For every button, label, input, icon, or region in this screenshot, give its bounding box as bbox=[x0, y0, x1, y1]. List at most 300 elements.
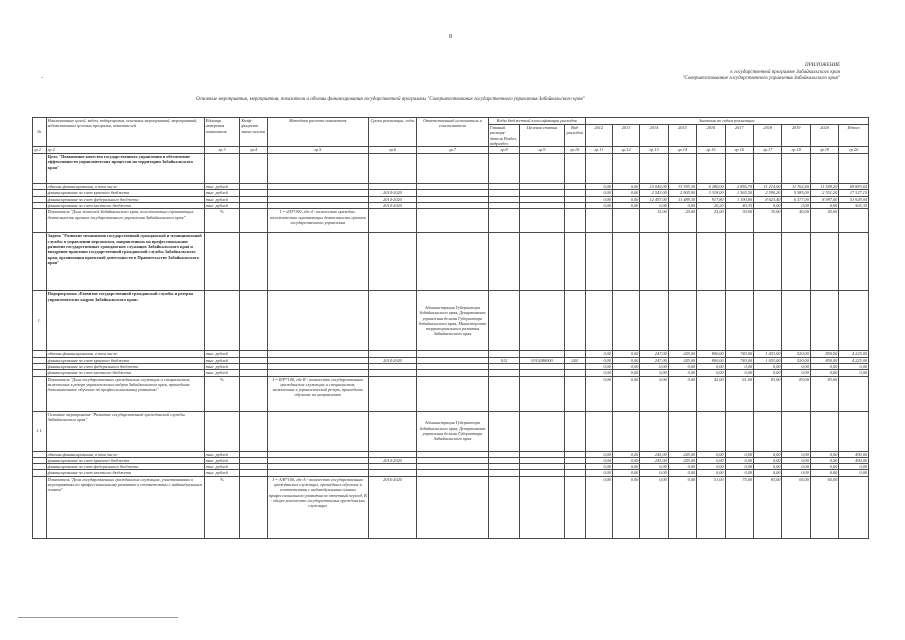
empty-cell bbox=[564, 376, 585, 411]
header-period: Сроки реализации, годы bbox=[368, 118, 416, 147]
value-cell: 15,00 bbox=[640, 209, 668, 233]
value-cell: 0,00 bbox=[697, 470, 725, 476]
empty-cell bbox=[782, 411, 810, 451]
empty-cell bbox=[564, 154, 585, 184]
value-cell: 35,00 bbox=[754, 209, 782, 233]
value-cell: 83,00 bbox=[782, 376, 810, 411]
empty-cell bbox=[754, 154, 782, 184]
empty-cell bbox=[204, 154, 240, 184]
period-cell: 2014-2020 bbox=[368, 203, 416, 209]
empty-cell bbox=[839, 209, 869, 233]
value-cell: 51 929,04 bbox=[839, 196, 869, 202]
bullet-mark: · bbox=[41, 74, 44, 82]
footer-rule bbox=[18, 617, 178, 618]
colnum-cell: гр.10 bbox=[564, 147, 585, 154]
header-target: Целевая статья bbox=[520, 125, 564, 147]
value-cell: 0,00 bbox=[782, 363, 810, 369]
indicator-method: I = A/B*100, где A - количество государственных гражданских служащих, прошедших обучение в соответствии с индивидуальным планом профессионального развития за отчетный период, B - общее количество государственных гражданских служащих bbox=[267, 476, 368, 538]
value-cell: 0,00 bbox=[754, 363, 782, 369]
empty-cell bbox=[640, 154, 668, 184]
row-label: финансирование за счет краевого бюджета bbox=[46, 357, 204, 363]
empty-cell bbox=[488, 291, 520, 351]
empty-cell bbox=[520, 476, 564, 538]
header-row-1 bbox=[33, 118, 869, 125]
empty-cell bbox=[697, 411, 725, 451]
header-num: № bbox=[33, 118, 47, 147]
row-unit: тыс. рублей bbox=[204, 351, 240, 357]
empty-cell bbox=[488, 154, 520, 184]
value-cell: 4 225,00 bbox=[839, 357, 869, 363]
value-cell: 0,00 bbox=[612, 363, 639, 369]
value-cell: 0,00 bbox=[585, 196, 612, 202]
document-title: Основные мероприятия, мероприятия, показатели и объемы финансирования государственной программы "Совершенствование государственного управления Забайкальского края" bbox=[196, 97, 585, 102]
header-unit: Единица измерения показателя bbox=[204, 118, 240, 147]
empty-cell bbox=[520, 154, 564, 184]
row-label: финансирование за счет федерального бюджета bbox=[46, 464, 204, 470]
colnum-cell: гр.15 bbox=[697, 147, 725, 154]
empty-cell bbox=[668, 411, 696, 451]
value-cell: 65,00 bbox=[810, 476, 838, 538]
value-cell: 2 543,00 bbox=[640, 190, 668, 196]
empty-cell bbox=[488, 233, 520, 291]
value-cell: 0,00 bbox=[810, 457, 838, 463]
glava-cell: 012 bbox=[488, 357, 520, 363]
value-cell: 0,00 bbox=[668, 470, 696, 476]
colnum-cell: гр.5 bbox=[267, 147, 368, 154]
indicator-method: I = d/D*100, где d - количество граждан, положительно оценивающих деятельность органов государственного управления bbox=[267, 209, 368, 233]
row-number: 1.1. bbox=[33, 411, 47, 451]
value-cell: 0,00 bbox=[612, 376, 639, 411]
row-unit: % bbox=[204, 376, 240, 411]
value-cell: 245,00 bbox=[668, 357, 696, 363]
empty-cell bbox=[240, 476, 267, 538]
colnum-cell: гр.3 bbox=[204, 147, 240, 154]
header-year: 2019 bbox=[782, 125, 810, 147]
value-cell: 0,00 bbox=[782, 370, 810, 376]
value-cell: 0,00 bbox=[697, 457, 725, 463]
period-cell: 2014-2020 bbox=[368, 357, 416, 363]
value-cell: 245,00 bbox=[640, 457, 668, 463]
value-cell: 83,00 bbox=[754, 376, 782, 411]
header-vid: Вид расходов bbox=[564, 125, 585, 147]
value-cell: 0,00 bbox=[585, 470, 612, 476]
empty-cell bbox=[564, 291, 585, 351]
empty-cell bbox=[520, 233, 564, 291]
value-cell: 0,00 bbox=[585, 376, 612, 411]
value-cell: 850,00 bbox=[810, 351, 838, 357]
empty-cell bbox=[612, 154, 639, 184]
header-year: 2013 bbox=[612, 125, 639, 147]
goal-title: Цель "Повышение качества государственного управления и обеспечение эффективности управленческих процессов на территории Забайкальского края" bbox=[46, 154, 204, 184]
empty-cell bbox=[725, 411, 753, 451]
value-cell: 20,00 bbox=[668, 209, 696, 233]
value-cell: 0,00 bbox=[668, 464, 696, 470]
value-cell: 0,00 bbox=[725, 451, 753, 457]
empty-cell bbox=[368, 291, 416, 351]
value-cell: 850,00 bbox=[810, 357, 838, 363]
value-cell: 0,00 bbox=[640, 376, 668, 411]
value-cell: 247,00 bbox=[640, 357, 668, 363]
value-cell: 11 214,00 bbox=[754, 184, 782, 190]
empty-cell bbox=[564, 476, 585, 538]
colnum-cell: гр.8 bbox=[488, 147, 520, 154]
value-cell: 0,00 bbox=[612, 476, 639, 538]
empty-cell bbox=[488, 209, 520, 233]
row-label: финансирование за счет краевого бюджета bbox=[46, 457, 204, 463]
value-cell: 0,00 bbox=[754, 203, 782, 209]
empty-cell bbox=[725, 154, 753, 184]
empty-cell bbox=[640, 233, 668, 291]
value-cell: 0,00 bbox=[754, 470, 782, 476]
empty-cell bbox=[810, 411, 838, 451]
value-cell: 0,00 bbox=[810, 203, 838, 209]
value-cell: 490,00 bbox=[839, 457, 869, 463]
empty-cell bbox=[810, 291, 838, 351]
value-cell: 0,00 bbox=[612, 457, 639, 463]
value-cell: 0,00 bbox=[612, 184, 639, 190]
empty-cell bbox=[520, 376, 564, 411]
value-cell: 490,00 bbox=[839, 451, 869, 457]
value-cell: 83,00 bbox=[810, 376, 838, 411]
value-cell: 740,00 bbox=[725, 351, 753, 357]
value-cell: 30,00 bbox=[725, 209, 753, 233]
empty-cell bbox=[204, 291, 240, 351]
empty-cell bbox=[488, 376, 520, 411]
value-cell: 0,00 bbox=[810, 470, 838, 476]
value-cell: 0,00 bbox=[640, 464, 668, 470]
empty-cell bbox=[267, 411, 368, 451]
empty-cell bbox=[782, 154, 810, 184]
empty-cell bbox=[585, 411, 612, 451]
value-cell: 917,80 bbox=[697, 196, 725, 202]
row-label: объемы финансирования, в том числе: bbox=[46, 184, 204, 190]
empty-cell bbox=[697, 154, 725, 184]
indicator-name: Показатель "Доля государственных гражданских служащих и специалистов, включенных в резерв управленческих кадров Забайкальского края, прошедших дополнительное обучение по профессиональному развитию" bbox=[46, 376, 204, 411]
value-cell: 0,00 bbox=[782, 451, 810, 457]
value-cell: 2 590,20 bbox=[754, 190, 782, 196]
value-cell: 1 053,00 bbox=[754, 357, 782, 363]
appendix-block bbox=[600, 63, 840, 83]
value-cell: 0,00 bbox=[585, 190, 612, 196]
value-cell: 0,00 bbox=[585, 363, 612, 369]
colnum-cell: гр.16 bbox=[725, 147, 753, 154]
row-unit: тыс. рублей bbox=[204, 370, 240, 376]
row-unit: тыс. рублей bbox=[204, 357, 240, 363]
colnum-cell: гр.1 bbox=[33, 147, 47, 154]
empty-cell bbox=[368, 209, 416, 233]
empty-cell bbox=[668, 154, 696, 184]
task-row bbox=[33, 233, 869, 291]
header-glava-text: Главный распоря-дитель bbox=[489, 125, 506, 141]
empty-cell bbox=[697, 233, 725, 291]
row-label: финансирование за счет краевого бюджета bbox=[46, 190, 204, 196]
value-cell: 0,00 bbox=[668, 476, 696, 538]
empty-cell bbox=[368, 411, 416, 451]
empty-cell bbox=[782, 233, 810, 291]
empty-cell bbox=[417, 209, 489, 233]
row-unit: тыс. рублей bbox=[204, 196, 240, 202]
value-cell: 0,00 bbox=[754, 451, 782, 457]
header-section-text: Раздел, подраздел bbox=[489, 135, 518, 146]
value-cell: 740,00 bbox=[725, 357, 753, 363]
empty-cell bbox=[668, 291, 696, 351]
row-label: объемы финансирования, в том числе: bbox=[46, 351, 204, 357]
target-cell: 0310288000 bbox=[520, 357, 564, 363]
value-cell: 0,00 bbox=[668, 370, 696, 376]
value-cell: 2 551,20 bbox=[810, 190, 838, 196]
row-unit: тыс. рублей bbox=[204, 457, 240, 463]
empty-cell bbox=[417, 476, 489, 538]
header-year: 2014 bbox=[640, 125, 668, 147]
empty-cell bbox=[697, 291, 725, 351]
empty-cell bbox=[612, 233, 639, 291]
empty-cell bbox=[754, 411, 782, 451]
value-cell: 8 623,40 bbox=[754, 196, 782, 202]
value-cell: 0,00 bbox=[668, 376, 696, 411]
row-unit: тыс. рублей bbox=[204, 190, 240, 196]
empty-cell bbox=[725, 291, 753, 351]
value-cell: 1 565,50 bbox=[725, 190, 753, 196]
empty-cell bbox=[640, 291, 668, 351]
header-budget-class: Коды бюджетной классификации расходов bbox=[488, 118, 585, 125]
value-cell: 0,00 bbox=[640, 470, 668, 476]
colnum-cell: гр.4 bbox=[240, 147, 267, 154]
empty-cell bbox=[240, 209, 267, 233]
header-year: 2020 bbox=[810, 125, 838, 147]
header-values-by-year: Значения по годам реализации bbox=[585, 118, 868, 125]
value-cell: 11 489,30 bbox=[668, 196, 696, 202]
executor-cell: Администрация Губернатора Забайкальского края, Департамент управления делами Губернатора Забайкальского края, Министерство территориального развития Забайкальского края bbox=[417, 291, 489, 351]
value-cell: 0,00 bbox=[697, 370, 725, 376]
value-cell: 0,00 bbox=[725, 457, 753, 463]
empty-cell bbox=[267, 291, 368, 351]
empty-cell bbox=[520, 291, 564, 351]
empty-cell bbox=[612, 291, 639, 351]
period-cell: 2014-2020 bbox=[368, 196, 416, 202]
empty-cell bbox=[520, 209, 564, 233]
row-unit: тыс. рублей bbox=[204, 464, 240, 470]
program-table bbox=[32, 117, 869, 539]
value-cell: 17 327,15 bbox=[839, 190, 869, 196]
value-cell: 0,00 bbox=[612, 470, 639, 476]
value-cell: 0,00 bbox=[612, 357, 639, 363]
empty-cell bbox=[564, 233, 585, 291]
empty-cell bbox=[754, 291, 782, 351]
value-cell: 0,00 bbox=[782, 457, 810, 463]
empty-cell bbox=[810, 233, 838, 291]
value-cell: 565,35 bbox=[839, 203, 869, 209]
empty-cell bbox=[33, 154, 47, 184]
header-glava bbox=[488, 125, 520, 147]
row-label: финансирование за счет федерального бюджета bbox=[46, 196, 204, 202]
empty-cell bbox=[640, 411, 668, 451]
value-cell: 0,00 bbox=[585, 351, 612, 357]
task-title: Задача "Развитие механизмов государственной гражданской и муниципальной службы в управлении персоналом, направленных на профессиональное развитие государственных гражданских служащих Забайкальского края и внедрение практики государственной гражданской службы Забайкальского края, организация проектной деятельности в Правительстве Забайкальского края" bbox=[46, 233, 204, 291]
colnum-cell: гр.13 bbox=[640, 147, 668, 154]
empty-cell bbox=[585, 209, 612, 233]
colnum-cell: гр.14 bbox=[668, 147, 696, 154]
row-label: финансирование за счет местного бюджета bbox=[46, 203, 204, 209]
empty-cell bbox=[417, 376, 489, 411]
sub1-indicator-row bbox=[33, 376, 869, 411]
empty-cell bbox=[612, 411, 639, 451]
header-year: 2012 bbox=[585, 125, 612, 147]
value-cell: 0,00 bbox=[810, 370, 838, 376]
row-unit: тыс. рублей bbox=[204, 363, 240, 369]
empty-cell bbox=[585, 233, 612, 291]
colnum-cell: гр.12 bbox=[612, 147, 639, 154]
value-cell: 520,00 bbox=[782, 357, 810, 363]
empty-cell bbox=[204, 233, 240, 291]
value-cell: 245,00 bbox=[668, 351, 696, 357]
value-cell: 0,00 bbox=[640, 363, 668, 369]
empty-cell bbox=[810, 154, 838, 184]
value-cell: 65,00 bbox=[782, 476, 810, 538]
value-cell: 20,20 bbox=[697, 203, 725, 209]
value-cell: 0,00 bbox=[612, 451, 639, 457]
value-cell: 4 225,00 bbox=[839, 351, 869, 357]
value-cell: 520,00 bbox=[782, 351, 810, 357]
value-cell: 0,00 bbox=[839, 470, 869, 476]
colnum-cell: гр.2 bbox=[46, 147, 204, 154]
value-cell: 0,00 bbox=[810, 363, 838, 369]
row-label: объемы финансирования, в том числе: bbox=[46, 451, 204, 457]
value-cell: 0,00 bbox=[585, 203, 612, 209]
row-unit: % bbox=[204, 209, 240, 233]
empty-cell bbox=[668, 233, 696, 291]
value-cell: 51,00 bbox=[697, 476, 725, 538]
value-cell: 0,00 bbox=[585, 457, 612, 463]
value-cell: 800,00 bbox=[697, 351, 725, 357]
empty-cell bbox=[612, 209, 639, 233]
value-cell: 2 856,70 bbox=[725, 184, 753, 190]
value-cell: 0,00 bbox=[810, 451, 838, 457]
page-number: 8 bbox=[449, 34, 452, 40]
value-cell: 15 040,00 bbox=[640, 184, 668, 190]
value-cell: 0,00 bbox=[612, 190, 639, 196]
value-cell: 0,00 bbox=[725, 363, 753, 369]
value-cell: 12 497,00 bbox=[640, 196, 668, 202]
activity-title: Основное мероприятие "Развитие государственной гражданской службы Забайкальского края" bbox=[46, 411, 204, 451]
row-unit: тыс. рублей bbox=[204, 203, 240, 209]
colnum-cell: гр.6 bbox=[368, 147, 416, 154]
value-cell: 40,35 bbox=[725, 203, 753, 209]
empty-cell bbox=[564, 411, 585, 451]
value-cell: 6 377,00 bbox=[782, 196, 810, 202]
empty-cell bbox=[564, 209, 585, 233]
header-method: Методика расчета показателя bbox=[267, 118, 368, 147]
colnum-cell: гр.19 bbox=[810, 147, 838, 154]
value-cell: 83,00 bbox=[754, 476, 782, 538]
header-year: 2016 bbox=[697, 125, 725, 147]
value-cell: 247,00 bbox=[640, 351, 668, 357]
value-cell: 0,00 bbox=[725, 370, 753, 376]
empty-cell bbox=[754, 233, 782, 291]
colnum-cell: гр.9 bbox=[520, 147, 564, 154]
empty-cell bbox=[33, 376, 47, 411]
value-cell: 0,00 bbox=[585, 451, 612, 457]
value-cell: 0,00 bbox=[640, 370, 668, 376]
empty-cell bbox=[839, 291, 869, 351]
empty-cell bbox=[839, 411, 869, 451]
empty-cell bbox=[488, 476, 520, 538]
subprogram-1-row bbox=[33, 291, 869, 351]
value-cell: 0,00 bbox=[839, 370, 869, 376]
row-unit: % bbox=[204, 476, 240, 538]
empty-cell bbox=[417, 154, 489, 184]
value-cell: 0,00 bbox=[725, 464, 753, 470]
empty-cell bbox=[585, 291, 612, 351]
header-year: 2015 bbox=[668, 125, 696, 147]
value-cell: 245,00 bbox=[640, 451, 668, 457]
value-cell: 245,00 bbox=[668, 457, 696, 463]
value-cell: 0,00 bbox=[697, 451, 725, 457]
row-unit: тыс. рублей bbox=[204, 451, 240, 457]
empty-cell bbox=[585, 154, 612, 184]
colnum-cell: гр.17 bbox=[754, 147, 782, 154]
period-cell: 2014-2020 bbox=[368, 190, 416, 196]
header-coef: Коэф-фициент значи-мости bbox=[240, 118, 267, 147]
value-cell: 0,00 bbox=[640, 476, 668, 538]
colnum-cell: гр.18 bbox=[782, 147, 810, 154]
value-cell: 0,00 bbox=[585, 370, 612, 376]
value-cell: 13 395,30 bbox=[668, 184, 696, 190]
value-cell: 0,00 bbox=[839, 464, 869, 470]
value-cell: 2 905,90 bbox=[668, 190, 696, 196]
empty-cell bbox=[240, 291, 267, 351]
value-cell: 0,00 bbox=[754, 457, 782, 463]
header-year: 2018 bbox=[754, 125, 782, 147]
value-cell: 0,00 bbox=[782, 464, 810, 470]
value-cell: 4 280,00 bbox=[697, 184, 725, 190]
value-cell: 0,00 bbox=[668, 203, 696, 209]
empty-cell bbox=[240, 233, 267, 291]
value-cell: 0,00 bbox=[810, 464, 838, 470]
value-cell: 11 762,40 bbox=[782, 184, 810, 190]
value-cell: 0,00 bbox=[585, 357, 612, 363]
empty-cell bbox=[839, 476, 869, 538]
empty-cell bbox=[839, 376, 869, 411]
value-cell: 0,00 bbox=[697, 363, 725, 369]
appendix-line2: "Совершенствование государственного управления Забайкальского края" bbox=[682, 76, 840, 81]
row-label: финансирование за счет местного бюджета bbox=[46, 370, 204, 376]
row-label: финансирование за счет федерального бюджета bbox=[46, 363, 204, 369]
header-executor: Ответственный исполнитель и соисполнители bbox=[417, 118, 489, 147]
empty-cell bbox=[240, 376, 267, 411]
value-cell: 8 997,00 bbox=[810, 196, 838, 202]
value-cell: 75,00 bbox=[725, 476, 753, 538]
header-year: 2017 bbox=[725, 125, 753, 147]
appendix-line1: к государственной программе Забайкальского края bbox=[730, 69, 840, 75]
value-cell: 0,00 bbox=[697, 464, 725, 470]
empty-cell bbox=[368, 154, 416, 184]
goal-row bbox=[33, 154, 869, 184]
header-name: Наименование целей, задач, подпрограмм, основных мероприятий, мероприятий, ведомственных целевых программ, показателей bbox=[46, 118, 204, 147]
vid-cell: 244 bbox=[564, 357, 585, 363]
empty-cell bbox=[782, 291, 810, 351]
column-number-row bbox=[33, 147, 869, 154]
value-cell: 1 053,00 bbox=[754, 351, 782, 357]
indicator-method: I = R/P*100, где R - количество государственных гражданских служащих и специалистов, включенных в управленческий резерв, прошедших обучение по направлению bbox=[267, 376, 368, 411]
value-cell: 0,00 bbox=[754, 370, 782, 376]
empty-cell bbox=[368, 233, 416, 291]
empty-cell bbox=[725, 233, 753, 291]
empty-cell bbox=[520, 411, 564, 451]
colnum-cell: гр.11 bbox=[585, 147, 612, 154]
value-cell: 0,00 bbox=[754, 464, 782, 470]
value-cell: 61,00 bbox=[725, 376, 753, 411]
appendix-title: ПРИЛОЖЕНИЕ bbox=[805, 63, 840, 68]
